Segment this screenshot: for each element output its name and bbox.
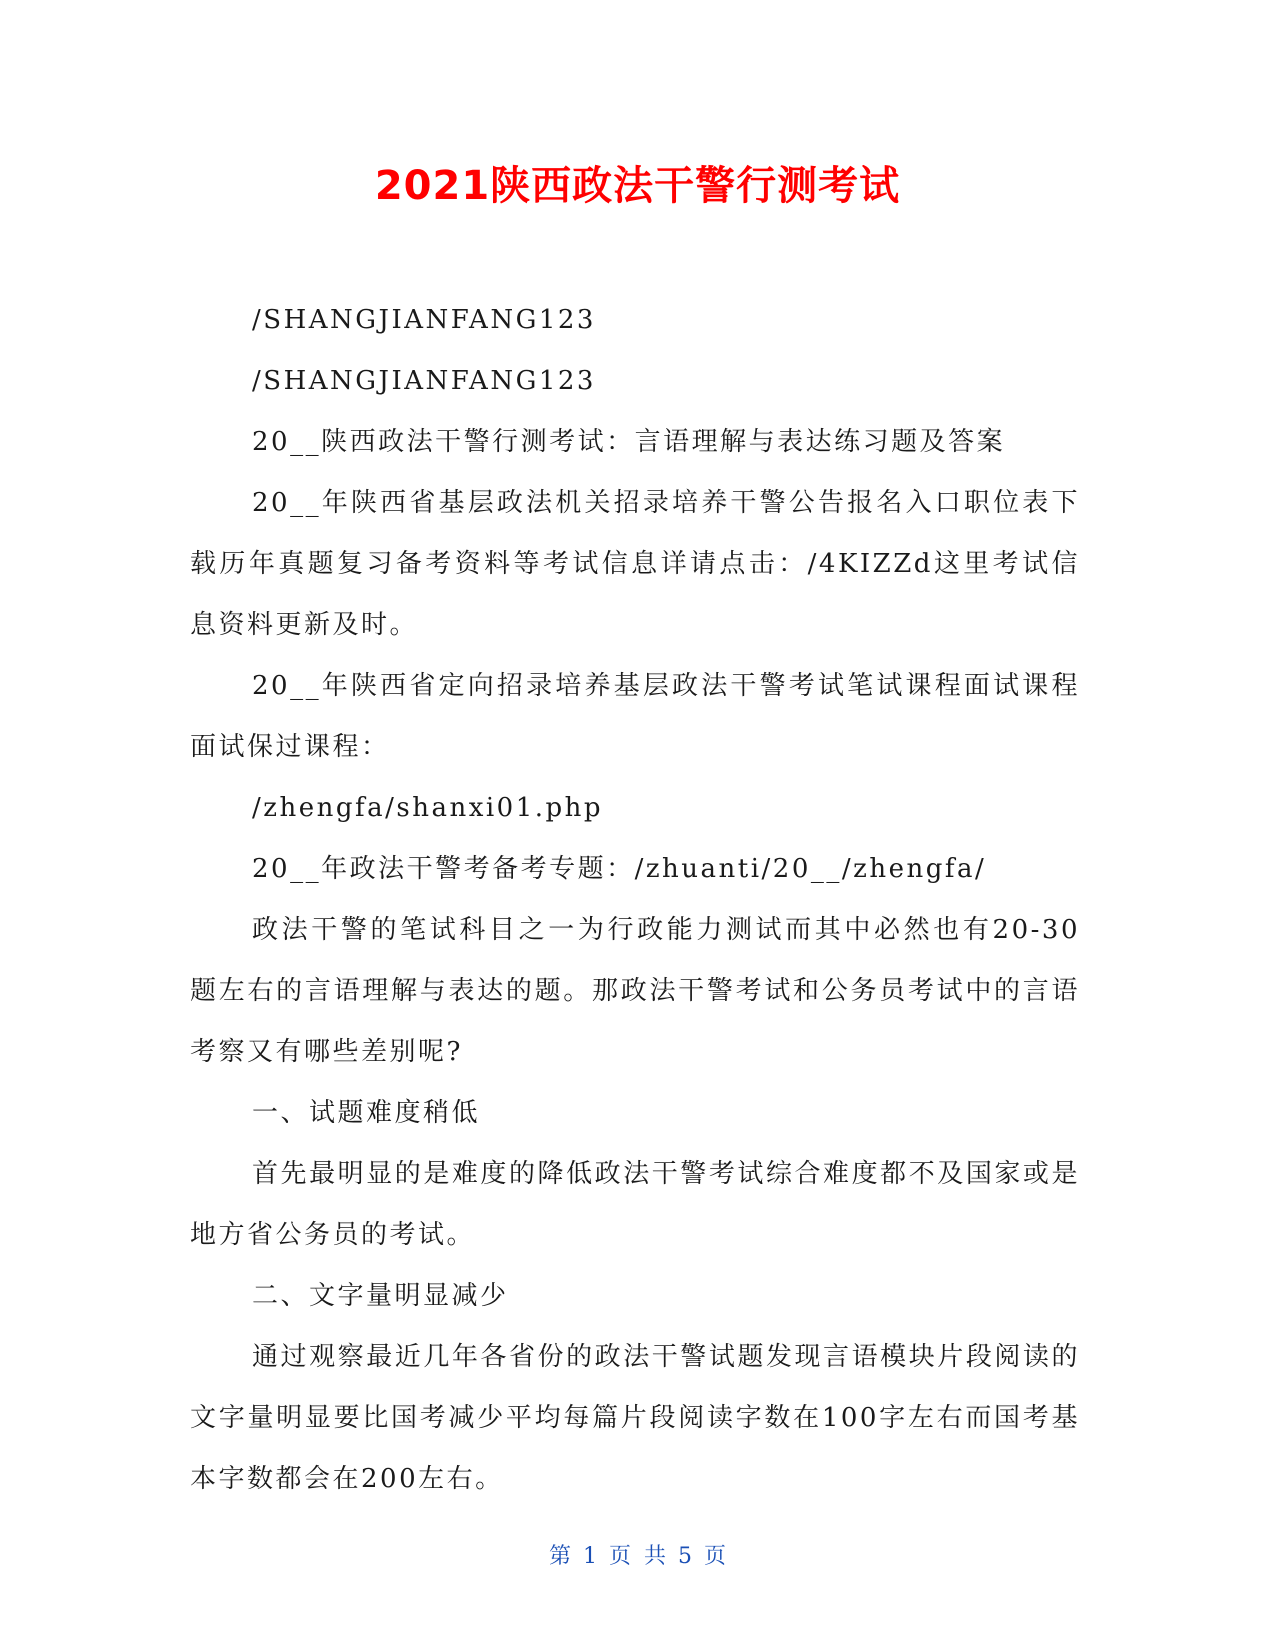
paragraph-url-1: /SHANGJIANFANG123 xyxy=(252,305,596,335)
section-heading-difficulty: 一、试题难度稍低 xyxy=(252,1098,481,1128)
page-total: 5 xyxy=(678,1544,692,1569)
paragraph-url-2: /SHANGJIANFANG123 xyxy=(252,366,596,396)
paragraph-heading-exam: 20__陕西政法干警行测考试：言语理解与表达练习题及答案 xyxy=(252,427,1006,457)
page-label-mid: 页 共 xyxy=(609,1544,666,1569)
paragraph-course-link: /zhengfa/shanxi01.php xyxy=(252,793,604,823)
paragraph-course: 20__年陕西省定向招录培养基层政法干警考试笔试课程面试课程面试保过课程： xyxy=(190,671,1080,762)
document-body xyxy=(190,290,1080,1510)
page-current: 1 xyxy=(583,1544,597,1569)
document-title: 2021陕西政法干警行测考试 xyxy=(374,163,901,209)
paragraph-intro: 政法干警的笔试科目之一为行政能力测试而其中必然也有20-30题左右的言语理解与表达的题。那政法干警考试和公务员考试中的言语考察又有哪些差别呢? xyxy=(190,915,1080,1067)
page-footer xyxy=(0,1542,1275,1572)
page-label-suffix: 页 xyxy=(704,1544,727,1569)
section-heading-text-volume: 二、文字量明显减少 xyxy=(252,1281,509,1311)
paragraph-topic: 20__年政法干警考备考专题：/zhuanti/20__/zhengfa/ xyxy=(252,854,987,884)
paragraph-text-volume: 通过观察最近几年各省份的政法干警试题发现言语模块片段阅读的文字量明显要比国考减少平均每篇片段阅读字数在100字左右而国考基本字数都会在200左右。 xyxy=(190,1342,1080,1494)
paragraph-difficulty: 首先最明显的是难度的降低政法干警考试综合难度都不及国家或是地方省公务员的考试。 xyxy=(190,1159,1080,1250)
page-label-prefix: 第 xyxy=(548,1544,571,1569)
paragraph-announcement: 20__年陕西省基层政法机关招录培养干警公告报名入口职位表下载历年真题复习备考资料等考试信息详请点击：/4KIZZd这里考试信息资料更新及时。 xyxy=(190,488,1080,640)
